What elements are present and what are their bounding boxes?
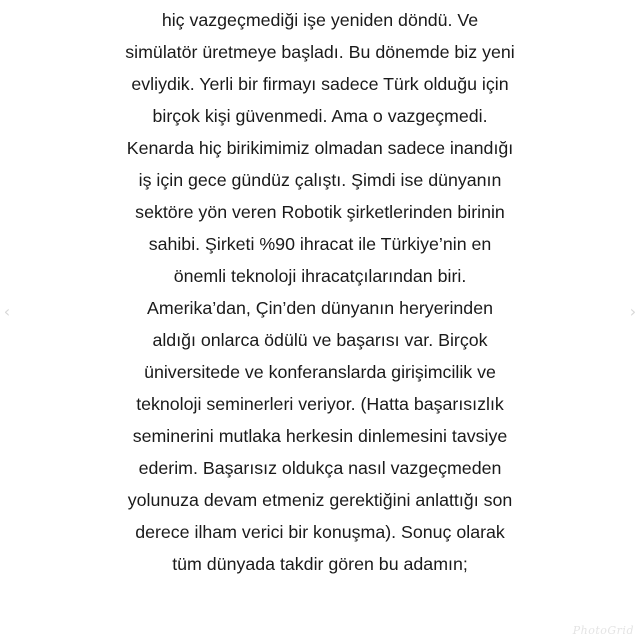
- text-line: hiç vazgeçmediği işe yeniden döndü. Ve: [161, 10, 479, 30]
- chevron-left-icon[interactable]: ‹: [3, 302, 11, 321]
- watermark-logo: PhotoGrid: [572, 624, 634, 637]
- text-line: iş için gece gündüz çalıştı. Şimdi ise dünyanın: [138, 170, 502, 190]
- body-text: [0, 4, 640, 580]
- text-line: sahibi. Şirketi %90 ihracat ile Türkiye’nin en: [148, 234, 492, 254]
- text-line: üniversitede ve konferanslarda girişimcilik ve: [144, 362, 496, 382]
- text-line: derece ilham verici bir konuşma). Sonuç olarak: [135, 522, 505, 542]
- text-line: sektöre yön veren Robotik şirketlerinden birinin: [135, 202, 505, 222]
- chevron-right-icon[interactable]: ›: [629, 302, 637, 321]
- text-line: Kenarda hiç birikimimiz olmadan sadece inandığı: [126, 138, 514, 158]
- text-line: tüm dünyada takdir gören bu adamın;: [172, 554, 468, 574]
- text-line: simülatör üretmeye başladı. Bu dönemde biz yeni: [125, 42, 515, 62]
- text-line: birçok kişi güvenmedi. Ama o vazgeçmedi.: [152, 106, 488, 126]
- text-line: ederim. Başarısız oldukça nasıl vazgeçmeden: [138, 458, 502, 478]
- text-line: yolunuza devam etmeniz gerektiğini anlattığı son: [127, 490, 513, 510]
- text-line: Amerika’dan, Çin’den dünyanın heryerinden: [147, 298, 493, 318]
- text-line: evliydik. Yerli bir firmayı sadece Türk olduğu için: [131, 74, 509, 94]
- text-line: aldığı onlarca ödülü ve başarısı var. Birçok: [152, 330, 488, 350]
- text-line: teknoloji seminerleri veriyor. (Hatta başarısızlık: [136, 394, 504, 414]
- text-line: önemli teknoloji ihracatçılarından biri.: [173, 266, 467, 286]
- text-line: seminerini mutlaka herkesin dinlemesini tavsiye: [132, 426, 508, 446]
